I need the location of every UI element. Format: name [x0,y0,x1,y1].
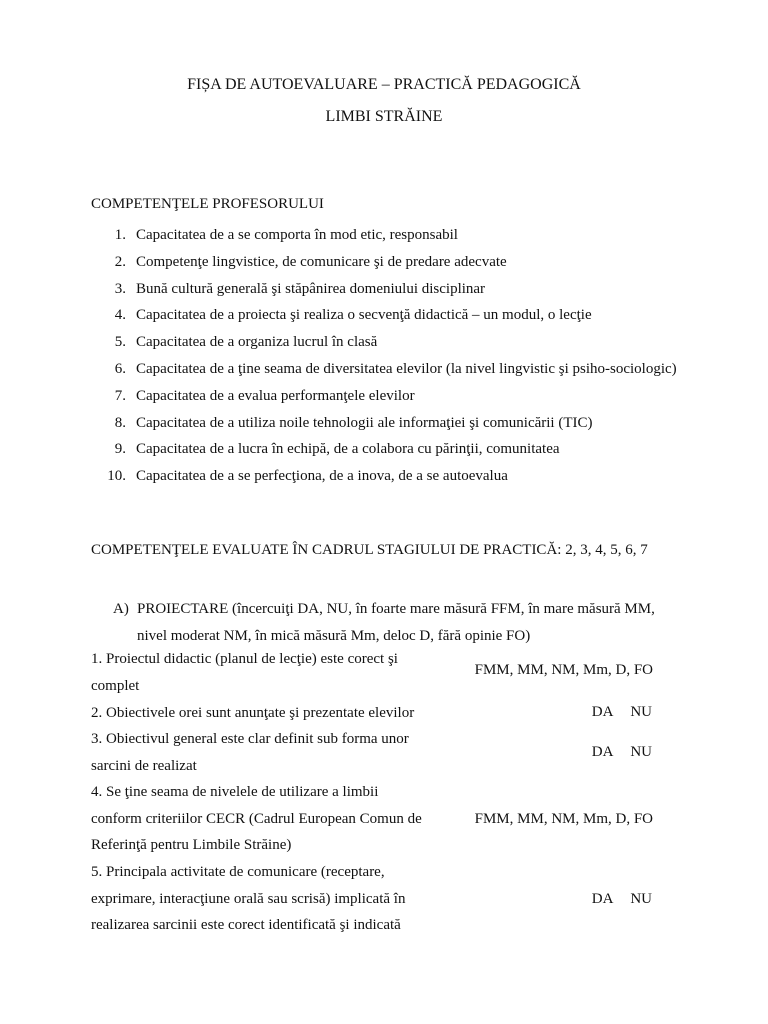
competences-list [91,222,691,490]
question-text: 3. Obiectivul general este clar definit sub forma unor sarcini de realizat [91,731,409,774]
competence-text: Capacitatea de a utiliza noile tehnologii ale informaţiei şi comunicării (TIC) [136,414,593,431]
question-text: 5. Principala activitate de comunicare (receptare, exprimare, interacţiune orală sau scrisă) implicată în realizarea sarcinii este corect identificată şi indicată [91,864,406,933]
competence-text: Competenţe lingvistice, de comunicare şi de predare adecvate [136,253,507,270]
evaluated-heading: COMPETENŢELE EVALUATE ÎN CADRUL STAGIULUI DE PRACTICĂ: 2, 3, 4, 5, 6, 7 [91,542,648,558]
question-answer-options[interactable]: DA NU [591,704,652,720]
competence-number: 2. [114,253,126,270]
section-a [113,596,673,649]
competence-item [91,222,691,249]
competence-item [91,436,691,463]
question-answer-options[interactable]: DA NU [591,891,652,907]
question-text: 2. Obiectivele orei sunt anunţate şi prezentate elevilor [91,705,415,721]
document-subtitle: LIMBI STRĂINE [325,108,443,125]
question-answer-options[interactable]: FMM, MM, NM, Mm, D, FO [474,811,653,827]
competence-item [91,249,691,276]
competence-text: Bună cultură generală şi stăpânirea domeniului disciplinar [136,280,486,297]
competence-item [91,329,691,356]
competence-text: Capacitatea de a se perfecţiona, de a inova, de a se autoevalua [136,468,508,485]
competence-number: 9. [114,441,126,458]
competence-text: Capacitatea de a ţine seama de diversitatea elevilor (la nivel lingvistic şi psiho-sociologic) [136,360,677,377]
document-title: FIȘA DE AUTOEVALUARE – PRACTICĂ PEDAGOGICĂ [187,76,581,93]
competence-text: Capacitatea de a evalua performanţele elevilor [136,387,415,404]
section-a-label: A) [113,601,129,617]
question-text: 1. Proiectul didactic (planul de lecţie) este corect şi complet [91,651,398,694]
competences-heading: COMPETENŢELE PROFESORULUI [91,196,324,212]
competence-number: 4. [114,307,126,324]
competence-item [91,302,691,329]
competence-number: 1. [114,227,126,243]
competence-item [91,276,691,303]
competence-number: 8. [114,414,126,431]
competence-number: 5. [114,334,126,351]
competence-number: 10. [107,468,126,485]
competence-number: 3. [114,280,126,297]
competence-number: 7. [114,387,126,404]
competence-text: Capacitatea de a organiza lucrul în clasă [136,334,378,351]
competence-text: Capacitatea de a lucra în echipă, de a colabora cu părinţii, comunitatea [136,441,560,458]
competence-item [91,383,691,410]
competence-item [91,356,691,383]
competence-item [91,410,691,437]
competence-item [91,463,691,490]
question-answer-options[interactable]: FMM, MM, NM, Mm, D, FO [474,662,653,678]
question-answer-options[interactable]: DA NU [591,744,652,760]
section-a-text: PROIECTARE (încercuiţi DA, NU, în foarte mare măsură FFM, în mare măsură MM, nivel moderat NM, în mică măsură Mm, deloc D, fără opinie FO) [137,601,655,644]
competence-text: Capacitatea de a proiecta şi realiza o secvenţă didactică – un modul, o lecţie [136,307,592,324]
question-text: 4. Se ţine seama de nivelele de utilizare a limbii conform criteriilor CECR (Cadrul European Comun de Referinţă pentru Limbile Străine) [91,784,422,853]
competence-text: Capacitatea de a se comporta în mod etic, responsabil [136,227,458,243]
competence-number: 6. [114,360,126,377]
